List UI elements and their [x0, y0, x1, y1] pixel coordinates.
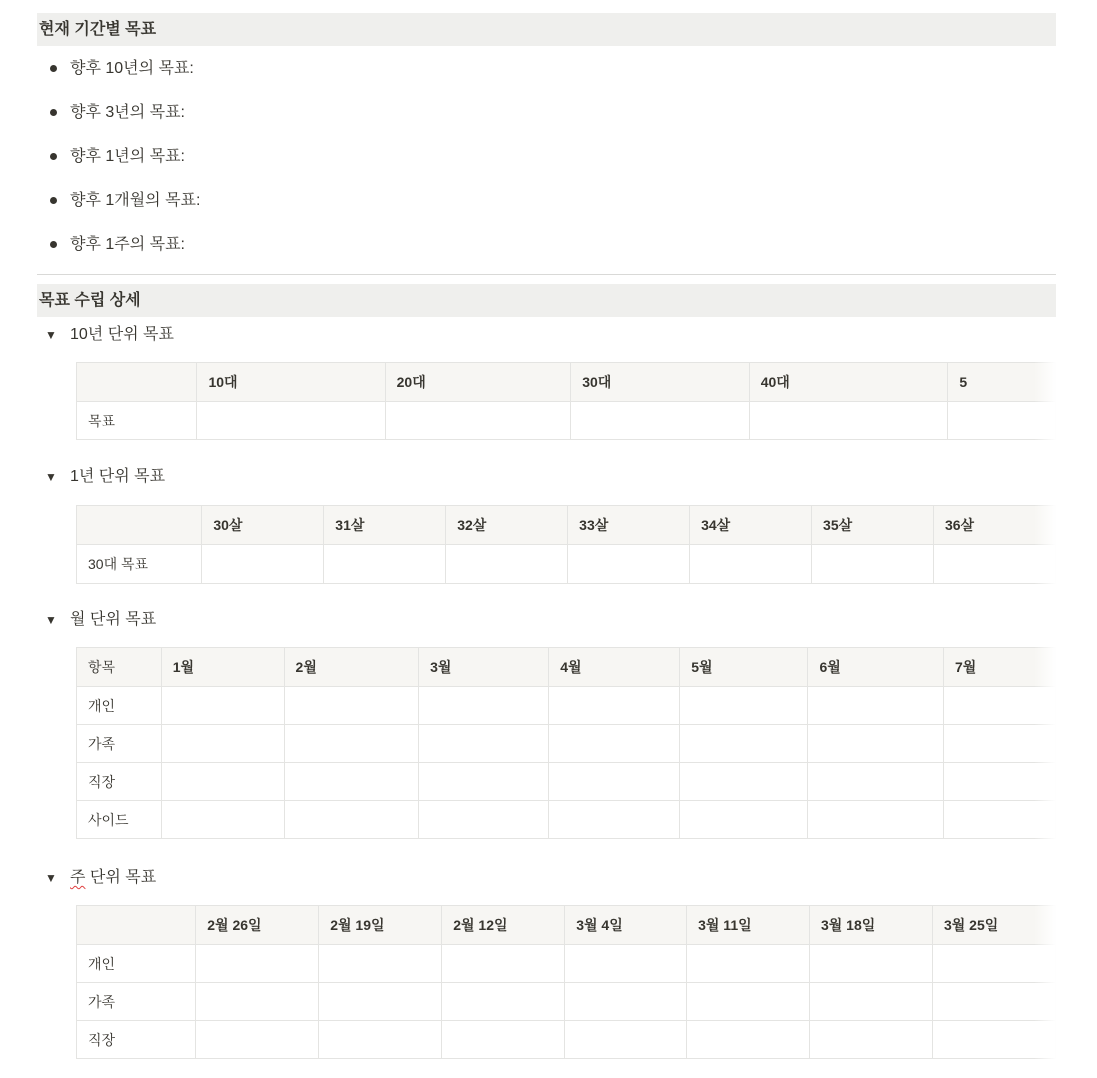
table-cell[interactable]: [680, 801, 808, 839]
table-cell[interactable]: [943, 801, 1055, 839]
column-header[interactable]: 40대: [749, 363, 948, 402]
table-corner-cell[interactable]: [77, 363, 197, 402]
toggle-weekly-goals[interactable]: [37, 863, 156, 893]
table-cell[interactable]: [680, 687, 808, 725]
table-cell[interactable]: [419, 687, 549, 725]
heading-goal-detail[interactable]: 목표 수립 상세: [37, 284, 1056, 317]
toggle-label: 10년 단위 목표: [70, 326, 174, 343]
table-cell[interactable]: [196, 945, 319, 983]
toggle-label-prefix: 주: [70, 869, 86, 886]
column-header[interactable]: 36살: [933, 506, 1055, 545]
table-row: [77, 687, 1056, 725]
bullet-dot-icon: [50, 65, 57, 72]
column-header[interactable]: 1월: [161, 648, 284, 687]
toggle-monthly-goals[interactable]: [37, 605, 156, 635]
table-cell[interactable]: [943, 763, 1055, 801]
table-cell[interactable]: [943, 725, 1055, 763]
table-row: [77, 763, 1056, 801]
column-header[interactable]: 4월: [549, 648, 680, 687]
table-cell[interactable]: [419, 801, 549, 839]
table-cell[interactable]: [419, 725, 549, 763]
bullet-item-1m[interactable]: [37, 182, 1056, 226]
table-header-row: [77, 648, 1056, 687]
table-cell[interactable]: [948, 402, 1056, 440]
bullet-text: 향후 3년의 목표:: [70, 104, 185, 121]
triangle-down-icon[interactable]: ▼: [45, 470, 57, 484]
column-header[interactable]: 2월 19일: [319, 906, 442, 945]
bullet-text: 향후 1개월의 목표:: [70, 192, 201, 209]
table-cell[interactable]: [680, 763, 808, 801]
table-cell[interactable]: [808, 763, 944, 801]
bullet-text: 향후 10년의 목표:: [70, 60, 194, 77]
table-cell[interactable]: [442, 1021, 565, 1059]
bullet-dot-icon: [50, 153, 57, 160]
row-label-cell[interactable]: 30대 목표: [77, 545, 202, 584]
column-header[interactable]: 2월 12일: [442, 906, 565, 945]
toggle-label: 1년 단위 목표: [70, 468, 166, 485]
table-cell[interactable]: [161, 801, 284, 839]
table-cell[interactable]: [284, 725, 419, 763]
table-cell[interactable]: [687, 1021, 810, 1059]
table-monthly: [76, 647, 1056, 839]
column-header[interactable]: 20대: [385, 363, 571, 402]
table-cell[interactable]: [571, 402, 750, 440]
table-cell[interactable]: [943, 687, 1055, 725]
table-cell[interactable]: [549, 725, 680, 763]
column-header[interactable]: 34살: [690, 506, 812, 545]
table-weekly: [76, 905, 1056, 1059]
table-cell[interactable]: [808, 687, 944, 725]
column-header[interactable]: 3월 4일: [565, 906, 687, 945]
table-cell[interactable]: [442, 945, 565, 983]
table-row: [77, 1021, 1056, 1059]
bullet-item-1y[interactable]: [37, 138, 1056, 182]
column-header[interactable]: 3월 18일: [809, 906, 932, 945]
row-label-cell[interactable]: 목표: [77, 402, 197, 440]
table-corner-cell[interactable]: 항목: [77, 648, 162, 687]
table-cell[interactable]: [284, 687, 419, 725]
bullet-item-1w[interactable]: [37, 226, 1056, 270]
table-cell[interactable]: [319, 945, 442, 983]
column-header[interactable]: 6월: [808, 648, 944, 687]
column-header[interactable]: 3월: [419, 648, 549, 687]
column-header[interactable]: 35살: [812, 506, 934, 545]
table-header-row: [77, 906, 1056, 945]
table-cell[interactable]: [565, 1021, 687, 1059]
row-label-cell[interactable]: 직장: [77, 763, 162, 801]
goal-bullet-list: [37, 50, 1056, 270]
column-header[interactable]: 30대: [571, 363, 750, 402]
table-cell[interactable]: [809, 983, 932, 1021]
bullet-text: 향후 1주의 목표:: [70, 236, 185, 253]
table-cell[interactable]: [933, 545, 1055, 584]
column-header[interactable]: 7월: [943, 648, 1055, 687]
column-header[interactable]: 31살: [324, 506, 446, 545]
divider: [37, 274, 1056, 275]
table-cell[interactable]: [690, 545, 812, 584]
triangle-down-icon[interactable]: ▼: [45, 871, 57, 885]
bullet-dot-icon: [50, 109, 57, 116]
table-cell[interactable]: [197, 402, 385, 440]
row-label-cell[interactable]: 개인: [77, 687, 162, 725]
table-1y-wrap: [76, 505, 1056, 584]
row-label-cell[interactable]: 개인: [77, 945, 196, 983]
column-header[interactable]: 2월: [284, 648, 419, 687]
bullet-item-3y[interactable]: [37, 94, 1056, 138]
table-cell[interactable]: [196, 983, 319, 1021]
table-cell[interactable]: [319, 983, 442, 1021]
bullet-text: 향후 1년의 목표:: [70, 148, 185, 165]
table-10y: [76, 362, 1056, 440]
table-cell[interactable]: [549, 801, 680, 839]
table-cell[interactable]: [202, 545, 324, 584]
table-cell[interactable]: [319, 1021, 442, 1059]
triangle-down-icon[interactable]: ▼: [45, 613, 57, 627]
table-cell[interactable]: [808, 801, 944, 839]
table-10y-wrap: [76, 362, 1056, 440]
row-label-cell[interactable]: 직장: [77, 1021, 196, 1059]
table-cell[interactable]: [812, 545, 934, 584]
table-row: [77, 983, 1056, 1021]
table-cell[interactable]: [687, 983, 810, 1021]
table-cell[interactable]: [549, 687, 680, 725]
table-row: [77, 725, 1056, 763]
table-cell[interactable]: [284, 763, 419, 801]
bullet-dot-icon: [50, 241, 57, 248]
table-corner-cell[interactable]: [77, 506, 202, 545]
table-row: [77, 402, 1056, 440]
table-row: [77, 801, 1056, 839]
row-label-cell[interactable]: 가족: [77, 983, 196, 1021]
column-header[interactable]: 5: [948, 363, 1056, 402]
table-cell[interactable]: [749, 402, 948, 440]
table-cell[interactable]: [419, 763, 549, 801]
table-cell[interactable]: [565, 983, 687, 1021]
column-header[interactable]: 3월 11일: [687, 906, 810, 945]
table-cell[interactable]: [932, 983, 1055, 1021]
table-cell[interactable]: [687, 945, 810, 983]
table-cell[interactable]: [565, 945, 687, 983]
table-row: [77, 945, 1056, 983]
table-cell[interactable]: [809, 1021, 932, 1059]
column-header[interactable]: 33살: [568, 506, 690, 545]
toggle-label: 단위 목표: [85, 869, 157, 886]
table-1y: [76, 505, 1056, 584]
table-cell[interactable]: [284, 801, 419, 839]
toggle-1y-goals[interactable]: [37, 462, 165, 492]
table-cell[interactable]: [161, 687, 284, 725]
column-header[interactable]: 5월: [680, 648, 808, 687]
table-header-row: [77, 363, 1056, 402]
table-monthly-wrap: [76, 647, 1056, 839]
table-header-row: [77, 506, 1056, 545]
table-corner-cell[interactable]: [77, 906, 196, 945]
table-cell[interactable]: [161, 725, 284, 763]
table-cell[interactable]: [680, 725, 808, 763]
table-cell[interactable]: [196, 1021, 319, 1059]
table-row: [77, 545, 1056, 584]
heading-current-goals[interactable]: 현재 기간별 목표: [37, 13, 1056, 46]
column-header[interactable]: 3월 25일: [932, 906, 1055, 945]
table-cell[interactable]: [385, 402, 571, 440]
column-header[interactable]: 10대: [197, 363, 385, 402]
bullet-dot-icon: [50, 197, 57, 204]
column-header[interactable]: 2월 26일: [196, 906, 319, 945]
bullet-item-10y[interactable]: [37, 50, 1056, 94]
column-header[interactable]: 32살: [446, 506, 568, 545]
row-label-cell[interactable]: 가족: [77, 725, 162, 763]
table-cell[interactable]: [161, 763, 284, 801]
table-cell[interactable]: [549, 763, 680, 801]
table-weekly-wrap: [76, 905, 1056, 1059]
toggle-10y-goals[interactable]: [37, 320, 174, 350]
table-cell[interactable]: [324, 545, 446, 584]
table-cell[interactable]: [932, 945, 1055, 983]
table-cell[interactable]: [808, 725, 944, 763]
table-cell[interactable]: [568, 545, 690, 584]
row-label-cell[interactable]: 사이드: [77, 801, 162, 839]
triangle-down-icon[interactable]: ▼: [45, 328, 57, 342]
toggle-label: 월 단위 목표: [70, 611, 157, 628]
table-cell[interactable]: [442, 983, 565, 1021]
column-header[interactable]: 30살: [202, 506, 324, 545]
table-cell[interactable]: [809, 945, 932, 983]
table-cell[interactable]: [932, 1021, 1055, 1059]
table-cell[interactable]: [446, 545, 568, 584]
